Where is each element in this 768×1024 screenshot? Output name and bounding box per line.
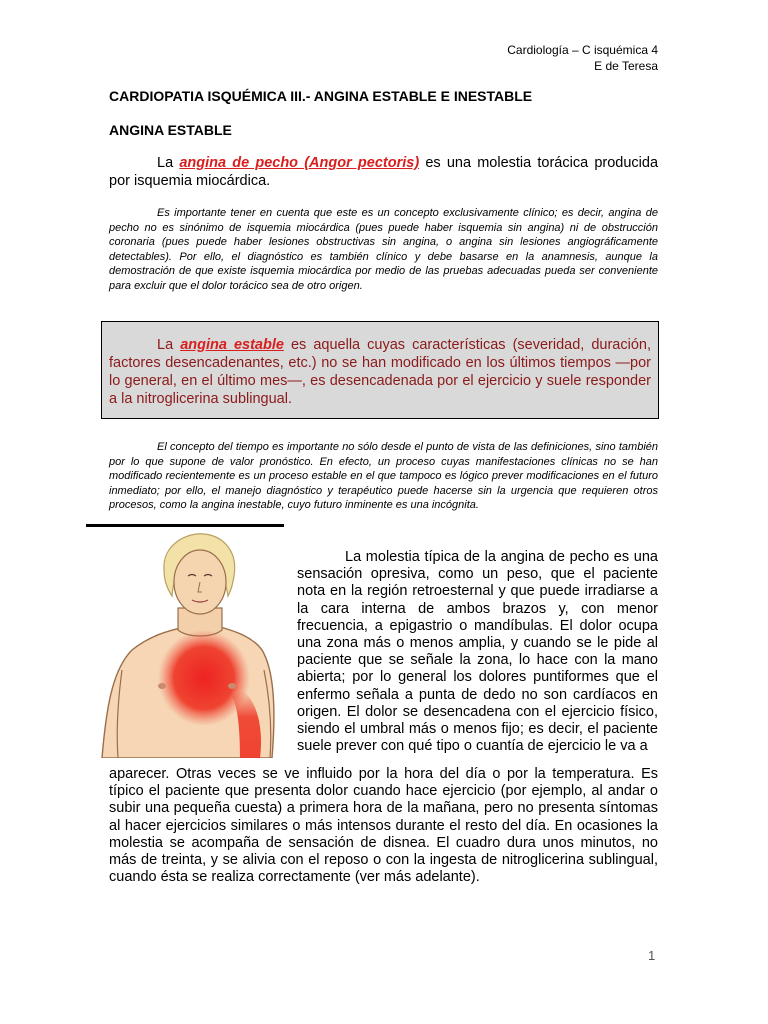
- definition-prefix: La: [157, 337, 174, 353]
- page-number: 1: [648, 948, 656, 963]
- chest-pain-area: [158, 630, 250, 726]
- definition-suffix: es aquella cuyas características (severidad, duración, factores desencadenantes, etc.) no se han modificado en los últimos tiempos —por lo general, en el último mes—, es desencadenada por el ejercicio y suele responder a la nitroglicerina sublingual.: [109, 337, 652, 407]
- symptom-paragraph-continued: aparecer. Otras veces se ve influido por la hora del día o por la temperatura. Es típico el paciente que presenta dolor cuando hace ejercicio (por ejemplo, al andar o subir una pequeña cuesta) a primera hora de la mañana, pero no presenta síntomas al hacer ejercicios similares o más intensos durante el resto del día. En ocasiones la molestia se acompaña de sensación de disnea. El cuadro dura unos minutos, no más de treinta, y se alivia con el reposo o con la ingesta de nitroglicerina sublingual, cuando ésta se realiza correctamente (ver más adelante).: [109, 766, 658, 886]
- definition-term: angina estable: [180, 337, 284, 353]
- clinical-concept-note: [109, 206, 658, 294]
- document-title: CARDIOPATIA ISQUÉMICA III.- ANGINA ESTABLE E INESTABLE: [109, 88, 533, 104]
- intro-suffix: es una molestia torácica producida por isquemia miocárdica.: [109, 155, 659, 189]
- symptom-paragraph-float: [297, 549, 658, 755]
- body-float-text: La molestia típica de la angina de pecho es una sensación opresiva, como un peso, que el paciente nota en la región retroesternal y que puede irradiarse a la cara interna de ambos brazos y, con menor frecuencia, a epigastrio o mandíbulas. El dolor ocupa una zona más o menos amplia, y cuando se le pide al paciente que se señale la zona, lo hace con la mano abierta; por lo general los dolores puntiformes que el enfermo señala a punta de dedo no son cardíacos en origen. El dolor se desencadena con el ejercicio físico, siendo el umbral más o menos fijo; es decir, el paciente suele prever con qué tipo o cuantía de ejercicio le va a: [297, 549, 658, 755]
- section-title: ANGINA ESTABLE: [109, 122, 232, 138]
- header-course: Cardiología – C isquémica 4: [507, 43, 658, 57]
- page-header: [398, 42, 658, 74]
- definition-paragraph: [109, 336, 651, 408]
- section-divider: [86, 524, 284, 527]
- intro-prefix: La: [157, 155, 174, 171]
- definition-box: [101, 321, 659, 419]
- angina-pain-illustration: [92, 530, 288, 758]
- intro-paragraph: [109, 154, 658, 190]
- header-author: E de Teresa: [594, 59, 658, 73]
- time-concept-note: [109, 440, 658, 513]
- note2-text: El concepto del tiempo es importante no sólo desde el punto de vista de las definiciones, sino también por lo que supone de valor pronóstico. En efecto, un proceso cuyas manifestaciones clínicas no se han modificado recientemente es un proceso estable en el que tampoco es lógico prever modificaciones en el futuro inmediato; por ello, el manejo diagnóstico y terapéutico puede hacerse sin la urgencia que requieren otros procesos, como la angina inestable, cuyo futuro inminente es una incógnita.: [109, 441, 658, 512]
- intro-term: angina de pecho (Angor pectoris): [179, 155, 420, 171]
- note1-text: Es importante tener en cuenta que este es un concepto exclusivamente clínico; es decir, angina de pecho no es sinónimo de isquemia miocárdica (pues puede haber isquemia sin angina) ni de obstrucción coronaria (pues puede haber lesiones obstructivas sin angina, o angina sin lesiones angiográficamente detectables). Por ello, el diagnóstico es también clínico y debe basarse en la anamnesis, aunque la demostración de que existe isquemia miocárdica por medio de las pruebas adecuadas pueda ser conveniente para excluir que el dolor torácico sea de otro origen.: [109, 207, 658, 292]
